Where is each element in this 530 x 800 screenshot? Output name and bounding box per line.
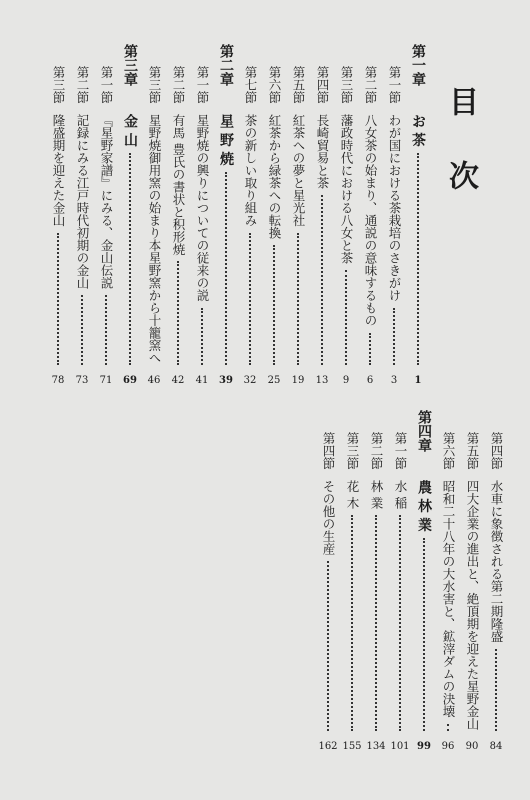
- toc-entry: [286, 42, 310, 387]
- toc-block-top: [46, 42, 430, 387]
- toc-chapter: [406, 42, 430, 387]
- toc-chapter: [412, 408, 436, 753]
- page-number: 78: [51, 375, 65, 386]
- page-number: 162: [318, 741, 338, 752]
- leader-dots: [327, 561, 329, 731]
- page-number: 69: [123, 375, 137, 386]
- toc-chapter: [118, 42, 142, 387]
- page-number: 42: [171, 375, 185, 386]
- page-number: 155: [342, 741, 362, 752]
- leader-dots: [201, 308, 203, 365]
- toc-entry-label: 第五節: [291, 66, 306, 104]
- page-number: 3: [390, 375, 398, 386]
- leader-dots: [423, 538, 425, 731]
- leader-dots: [297, 233, 299, 365]
- toc-entry: [94, 42, 118, 387]
- toc-entry-title: 長崎貿易と茶: [315, 114, 330, 189]
- toc-entry-title: 星野焼の興りについての従来の説: [195, 114, 210, 302]
- toc-entry-label: 第五節: [465, 432, 480, 470]
- leader-dots: [249, 233, 251, 365]
- page-number: 99: [417, 741, 431, 752]
- toc-entry-title: 紅茶への夢と星光社: [291, 114, 306, 227]
- toc-entry-label: 第三節: [339, 66, 354, 104]
- toc-entry: [358, 42, 382, 387]
- leader-dots: [225, 172, 227, 365]
- toc-entry-label: 第一章: [410, 44, 426, 86]
- toc-entry-label: 第一節: [387, 66, 402, 104]
- leader-dots: [57, 233, 59, 365]
- toc-entry-title: 水車に象徴される第二期隆盛: [489, 480, 504, 643]
- leader-dots: [105, 295, 107, 365]
- page-number: 6: [366, 375, 374, 386]
- toc-entry-label: 第四節: [321, 432, 336, 470]
- toc-entry-title: 水 稲: [393, 480, 408, 509]
- toc-entry-label: 第六節: [267, 66, 282, 104]
- toc-entry: [70, 42, 94, 387]
- toc-entry-title: 花 木: [345, 480, 360, 509]
- page-number: 71: [99, 375, 113, 386]
- toc-entry: [142, 42, 166, 387]
- toc-entry-title: 星 野 焼: [218, 114, 234, 166]
- toc-entry-label: 第二章: [218, 44, 234, 86]
- toc-chapter: [214, 42, 238, 387]
- leader-dots: [417, 153, 419, 365]
- toc-entry: [262, 42, 286, 387]
- toc-entry-title: 『星野家譜』にみる、金山伝説: [99, 114, 114, 289]
- toc-entry-label: 第二節: [369, 432, 384, 470]
- page-number: 90: [465, 741, 479, 752]
- toc-entry-title: 有馬 豊氏の書状と积形焼: [171, 114, 186, 256]
- page-number: 84: [489, 741, 503, 752]
- page-number: 1: [414, 375, 422, 386]
- toc-entry: [340, 408, 364, 753]
- leader-dots: [321, 195, 323, 365]
- toc-entry-label: 第六節: [441, 432, 456, 470]
- toc-entry-title: 林 業: [369, 480, 384, 509]
- toc-entry-label: 第三節: [147, 66, 162, 104]
- toc-entry: [484, 408, 508, 753]
- leader-dots: [369, 333, 371, 365]
- leader-dots: [81, 295, 83, 365]
- toc-entry-label: 第三節: [51, 66, 66, 104]
- toc-entry-title: 金 山: [122, 114, 138, 147]
- toc-entry-title: 農 林 業: [416, 480, 432, 532]
- toc-entry-label: 第二節: [171, 66, 186, 104]
- toc-entry-title: 藩政時代における八女と茶: [339, 114, 354, 264]
- toc-entry: [310, 42, 334, 387]
- page-number: 32: [243, 375, 257, 386]
- leader-dots: [351, 515, 353, 731]
- toc-entry-title: 星野焼御用窯の始まり本星野窯から十籠窯へ: [147, 114, 162, 364]
- toc-entry-title: お 茶: [410, 114, 426, 147]
- page-number: 25: [267, 375, 281, 386]
- toc-entry-label: 第四節: [315, 66, 330, 104]
- toc-entry-title: 紅茶から緑茶への転換: [267, 114, 282, 239]
- toc-entry: [436, 408, 460, 753]
- page-number: 39: [219, 375, 233, 386]
- page-number: 101: [390, 741, 410, 752]
- leader-dots: [399, 515, 401, 731]
- page-title: 目次: [443, 86, 478, 234]
- toc-entry-title: 隆盛期を迎えた金山: [51, 114, 66, 227]
- toc-entry-label: 第一節: [393, 432, 408, 470]
- toc-entry: [316, 408, 340, 753]
- leader-dots: [375, 515, 377, 731]
- leader-dots: [345, 270, 347, 365]
- toc-entry-label: 第三節: [345, 432, 360, 470]
- toc-entry: [460, 408, 484, 753]
- toc-entry-title: わが国における茶栽培のさきがけ: [387, 114, 402, 302]
- page-number: 13: [315, 375, 329, 386]
- page-number: 46: [147, 375, 161, 386]
- page-number: 9: [342, 375, 350, 386]
- leader-dots: [177, 261, 179, 365]
- toc-entry-title: 八女茶の始まり、通説の意味するもの: [363, 114, 378, 327]
- toc-entry-label: 第四章: [416, 410, 432, 452]
- toc-entry-label: 第四節: [489, 432, 504, 470]
- toc-entry-title: 四大企業の進出と、絶頂期を迎えた星野金山: [465, 480, 480, 730]
- toc-entry-label: 第三章: [122, 44, 138, 86]
- page-number: 41: [195, 375, 209, 386]
- toc-entry: [388, 408, 412, 753]
- leader-dots: [129, 153, 131, 365]
- toc-entry-label: 第一節: [99, 66, 114, 104]
- toc-entry-label: 第一節: [195, 66, 210, 104]
- toc-entry-title: 記録にみる江戸時代初期の金山: [75, 114, 90, 289]
- toc-entry: [382, 42, 406, 387]
- page-number: 19: [291, 375, 305, 386]
- toc-entry-label: 第二節: [75, 66, 90, 104]
- toc-entry: [166, 42, 190, 387]
- toc-entry-label: 第七節: [243, 66, 258, 104]
- toc-entry: [46, 42, 70, 387]
- leader-dots: [495, 649, 497, 731]
- toc-entry: [190, 42, 214, 387]
- toc-entry-title: その他の生産: [321, 480, 336, 555]
- toc-entry-title: 昭和二十八年の大水害と、鉱滓ダムの決壊: [441, 480, 456, 718]
- leader-dots: [273, 245, 275, 365]
- page-number: 96: [441, 741, 455, 752]
- toc-entry-title: 茶の新しい取り組み: [243, 114, 258, 227]
- toc-block-bottom: [316, 408, 508, 753]
- toc-entry: [238, 42, 262, 387]
- toc-entry: [364, 408, 388, 753]
- page-number: 134: [366, 741, 386, 752]
- leader-dots: [393, 308, 395, 365]
- toc-entry-label: 第二節: [363, 66, 378, 104]
- leader-dots: [447, 724, 449, 731]
- page-number: 73: [75, 375, 89, 386]
- toc-entry: [334, 42, 358, 387]
